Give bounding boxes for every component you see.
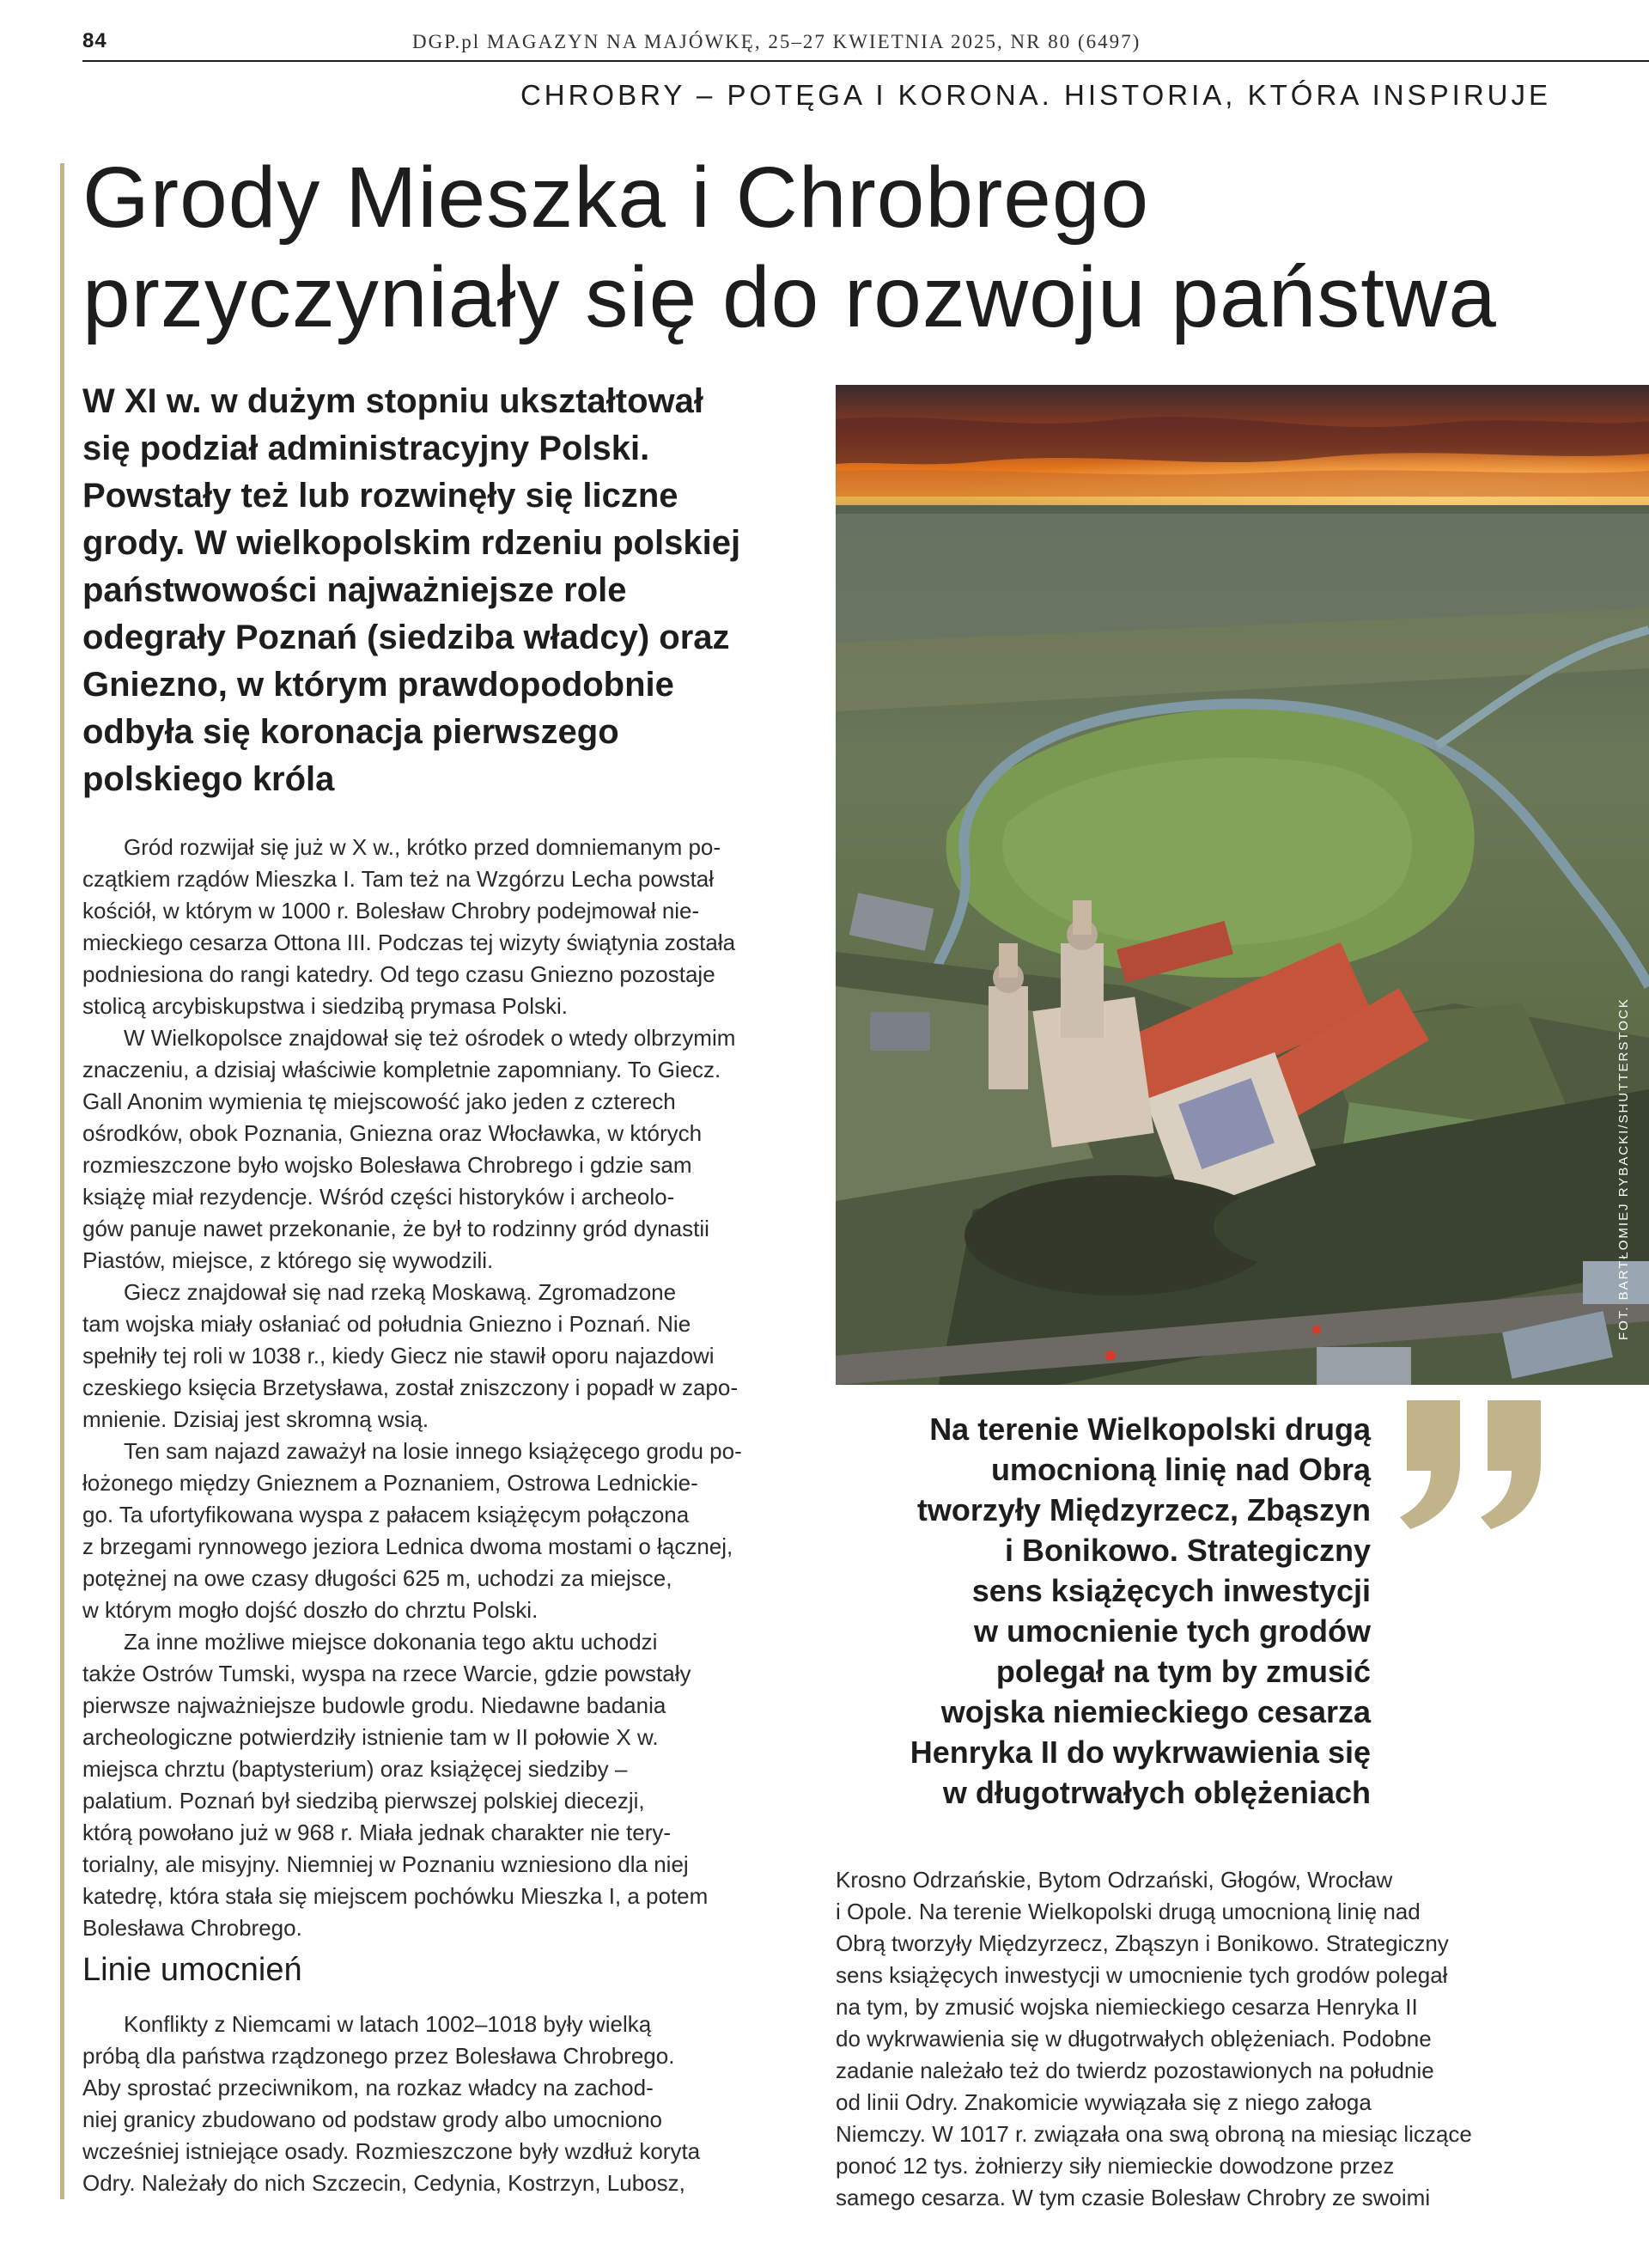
text-line: kościół, w którym w 1000 r. Bolesław Chrobry podejmował nie-	[82, 898, 700, 924]
text-line: podniesiona do rangi katedry. Od tego czasu Gniezno pozostaje	[82, 961, 715, 987]
pull-quote	[830, 1409, 1371, 1813]
text-line: w którym mogło dojść doszło do chrztu Polski.	[82, 1597, 539, 1623]
text-line: spełniły tej roli w 1038 r., kiedy Giecz nie stawił oporu najazdowi	[82, 1343, 715, 1369]
section-title: CHROBRY – POTĘGA I KORONA. HISTORIA, KTÓRA INSPIRUJE	[520, 79, 1551, 111]
text-line: tworzyły Międzyrzecz, Zbąszyn	[916, 1492, 1371, 1527]
text-line: wojska niemieckiego cesarza	[940, 1694, 1371, 1729]
text-line: mnienie. Dzisiaj jest skromną wsią.	[82, 1406, 429, 1432]
text-line: pierwsze najważniejsze budowle grodu. Niedawne badania	[82, 1692, 666, 1718]
text-line: odbyła się koronacja pierwszego	[82, 713, 619, 751]
text-line: samego cesarza. W tym czasie Bolesław Chrobry ze swoimi	[836, 2185, 1431, 2210]
quote-mark-right-glyph	[1481, 1400, 1541, 1529]
text-line: ponoć 12 tys. żołnierzy siły niemieckie dowodzone przez	[836, 2153, 1395, 2179]
text-line: gów panuje nawet przekonanie, że był to rodzinny gród dynastii	[82, 1216, 709, 1241]
text-line: grody. W wielkopolskim rdzeniu polskiej	[82, 524, 741, 562]
text-line: także Ostrów Tumski, wyspa na rzece Warcie, gdzie powstały	[82, 1661, 691, 1686]
text-line: Za inne możliwe miejsce dokonania tego aktu uchodzi	[124, 1629, 658, 1655]
text-line: czeskiego księcia Brzetysława, został zniszczony i popadł w zapo-	[82, 1375, 739, 1400]
page-number: 84	[82, 29, 107, 52]
text-line: łożonego między Gnieznem a Poznaniem, Ostrowa Lednickie-	[82, 1470, 698, 1496]
text-line: odegrały Poznań (siedziba władcy) oraz	[82, 619, 730, 656]
text-line: Konflikty z Niemcami w latach 1002–1018 były wielką	[124, 2011, 652, 2037]
body-column-left-2	[82, 2009, 821, 2199]
text-line: Giecz znajdował się nad rzeką Moskawą. Zgromadzone	[124, 1279, 677, 1305]
text-line: Niemczy. W 1017 r. związała ona swą obroną na miesiąc liczące	[836, 2121, 1472, 2147]
article-headline	[82, 148, 1577, 347]
text-line: się podział administracyjny Polski.	[82, 430, 650, 467]
text-line: polegał na tym by zmusić	[995, 1654, 1371, 1689]
text-line: mieckiego cesarza Ottona III. Podczas tej wizyty świątynia została	[82, 930, 736, 955]
text-line: rozmieszczone było wojsko Bolesława Chrobrego i gdzie sam	[82, 1152, 692, 1178]
text-line: Gród rozwijał się już w X w., krótko przed domniemanym po-	[124, 834, 721, 860]
text-line: książę miał rezydencje. Wśród części historyków i archeolo-	[82, 1184, 675, 1210]
text-line: i Bonikowo. Strategiczny	[1004, 1533, 1371, 1568]
text-line: Odry. Należały do nich Szczecin, Cedynia, Kostrzyn, Lubosz,	[82, 2170, 685, 2196]
text-line: umocnioną linię nad Obrą	[990, 1452, 1371, 1487]
aerial-photo	[836, 385, 1649, 1385]
text-line: Aby sprostać przeciwnikom, na rozkaz władcy na zachod-	[82, 2075, 654, 2100]
text-line: Na terenie Wielkopolski drugą	[929, 1411, 1371, 1447]
text-line: z brzegami rynnowego jeziora Lednica dwoma mostami o łącznej,	[82, 1533, 733, 1559]
text-line: którą powołano już w 968 r. Miała jednak charakter nie tery-	[82, 1820, 672, 1845]
text-line: palatium. Poznań był siedzibą pierwszej polskiej diecezji,	[82, 1788, 645, 1814]
header-rule	[82, 60, 1649, 62]
text-line: polskiego króla	[82, 760, 335, 798]
text-line: ośrodków, obok Poznania, Gniezna oraz Włocławka, w których	[82, 1120, 703, 1146]
text-line: miejsca chrztu (baptysterium) oraz książęcej siedziby –	[82, 1756, 628, 1782]
text-line: Bolesława Chrobrego.	[82, 1915, 302, 1941]
text-line: Ten sam najazd zaważył na losie innego książęcego grodu po-	[124, 1438, 742, 1464]
text-line: potężnej na owe czasy długości 625 m, uchodzi za miejsce,	[82, 1565, 672, 1591]
subheading: Linie umocnień	[82, 1952, 302, 1988]
accent-bar	[60, 163, 64, 2199]
text-line: tam wojska miały osłaniać od południa Gniezno i Poznań. Nie	[82, 1311, 691, 1337]
text-line: na tym, by zmusić wojska niemieckiego cesarza Henryka II	[836, 1994, 1418, 2020]
text-line: Powstały też lub rozwinęły się liczne	[82, 477, 678, 515]
text-line: państwowości najważniejsze role	[82, 571, 627, 609]
quote-mark-icon	[1391, 1400, 1555, 1529]
text-line: sens książęcych inwestycji w umocnienie tych grodów polegał	[836, 1962, 1448, 1988]
text-line: Gall Anonim wymienia tę miejscowość jako jeden z czterech	[82, 1088, 676, 1114]
photo-credit: FOT. BARTŁOMIEJ RYBACKI/SHUTTERSTOCK	[1616, 997, 1631, 1340]
text-line: Gniezno, w którym prawdopodobnie	[82, 666, 674, 704]
text-line: i Opole. Na terenie Wielkopolski drugą umocnioną linię nad	[836, 1899, 1421, 1924]
text-line: zadanie należało też do twierdz pozostawionych na południe	[836, 2058, 1434, 2083]
text-line: sens książęcych inwestycji	[971, 1573, 1371, 1608]
text-line: W XI w. w dużym stopniu ukształtował	[82, 382, 704, 420]
text-line: Henryka II do wykrwawienia się	[910, 1735, 1371, 1770]
text-line: czątkiem rządów Mieszka I. Tam też na Wzgórzu Lecha powstał	[82, 866, 715, 892]
text-line: go. Ta ufortyfikowana wyspa z pałacem książęcym połączona	[82, 1502, 690, 1527]
text-line: katedrę, która stała się miejscem pochówku Mieszka I, a potem	[82, 1883, 709, 1909]
text-line: Obrą tworzyły Międzyrzecz, Zbąszyn i Bonikowo. Strategiczny	[836, 1930, 1449, 1956]
text-line: Piastów, miejsce, z którego się wywodzili.	[82, 1247, 494, 1273]
text-line: znaczeniu, a dzisiaj właściwie kompletnie zapomniany. To Giecz.	[82, 1057, 721, 1082]
text-line: od linii Odry. Znakomicie wywiązała się z niego załoga	[836, 2089, 1372, 2115]
text-line: torialny, ale misyjny. Niemniej w Poznaniu wzniesiono dla niej	[82, 1851, 689, 1877]
running-head: DGP.pl MAGAZYN NA MAJÓWKĘ, 25–27 KWIETNIA 2025, NR 80 (6497)	[412, 31, 1141, 52]
text-line: do wykrwawienia się w długotrwałych oblężeniach. Podobne	[836, 2026, 1432, 2052]
quote-mark-left-glyph	[1400, 1400, 1460, 1529]
text-line: archeologiczne potwierdziły istnienie tam w II połowie X w.	[82, 1724, 659, 1750]
headline-line: Grody Mieszka i Chrobrego	[82, 149, 1150, 246]
text-line: Krosno Odrzańskie, Bytom Odrzański, Głogów, Wrocław	[836, 1867, 1393, 1893]
text-line: próbą dla państwa rządzonego przez Bolesława Chrobrego.	[82, 2043, 675, 2069]
text-line: W Wielkopolsce znajdował się też ośrodek o wtedy olbrzymim	[124, 1025, 736, 1051]
text-line: stolicą arcybiskupstwa i siedzibą prymasa Polski.	[82, 993, 568, 1019]
lead-paragraph	[82, 378, 821, 803]
body-column-right	[836, 1864, 1609, 2214]
body-column-left-1	[82, 832, 821, 1944]
text-line: wcześniej istniejące osady. Rozmieszczone były wzdłuż koryta	[82, 2138, 701, 2164]
headline-line: przyczyniały się do rozwoju państwa	[82, 249, 1497, 345]
text-line: niej granicy zbudowano od podstaw grody albo umocniono	[82, 2106, 662, 2132]
text-line: w umocnienie tych grodów	[973, 1613, 1371, 1649]
text-line: w długotrwałych oblężeniach	[942, 1775, 1371, 1810]
